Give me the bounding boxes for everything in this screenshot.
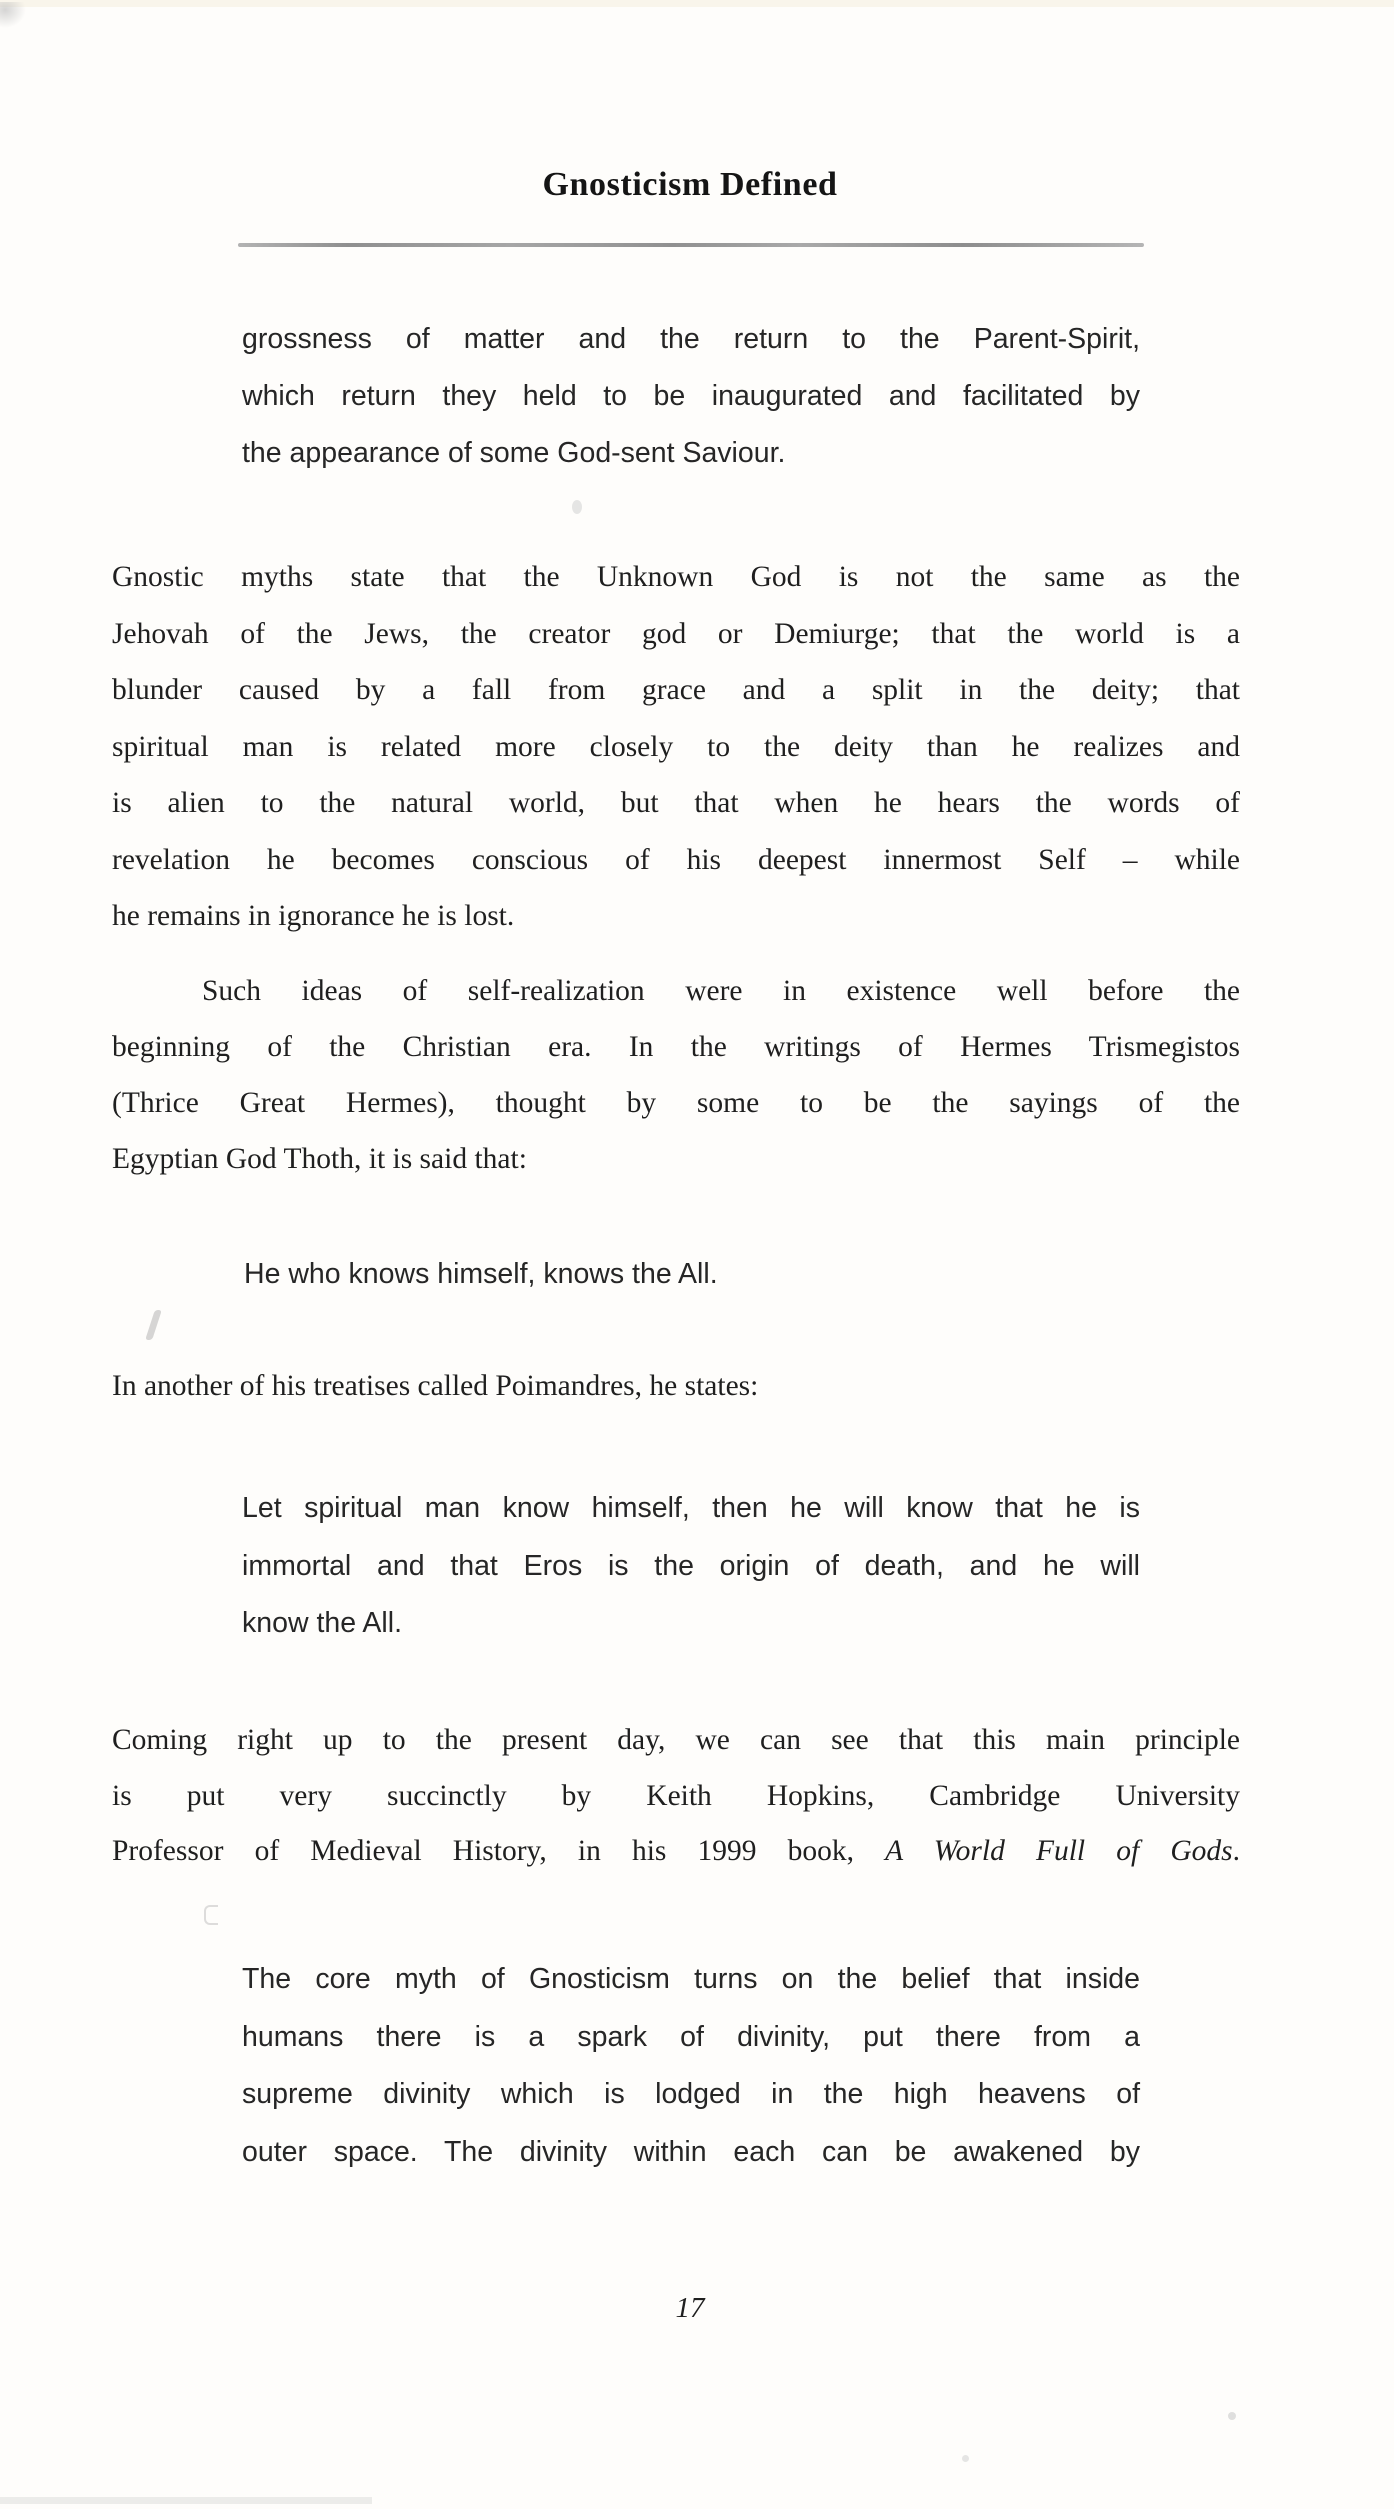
text-line: Gnostic myths state that the Unknown God is not the same as the bbox=[112, 561, 1240, 593]
text-line: immortal and that Eros is the origin of death, and he will bbox=[242, 1549, 1140, 1582]
text-line: spiritual man is related more closely to the deity than he realizes and bbox=[112, 730, 1240, 763]
text-line: is alien to the natural world, but that when he hears the words of bbox=[112, 787, 1240, 819]
text-line: Such ideas of self-realization were in existence well before the bbox=[202, 975, 1240, 1007]
block-quote-poimandres bbox=[242, 1480, 1140, 1653]
text-line: outer space. The divinity within each can be awakened by bbox=[242, 2135, 1140, 2168]
text-line: he remains in ignorance he is lost. bbox=[112, 900, 515, 932]
scan-edge-bottom bbox=[0, 2497, 372, 2504]
text-line: blunder caused by a fall from grace and a split in the deity; that bbox=[112, 674, 1240, 706]
text-line: the appearance of some God-sent Saviour. bbox=[242, 437, 786, 469]
text-segment: . bbox=[1232, 1835, 1240, 1867]
text-line: know the All. bbox=[242, 1607, 403, 1639]
text-line: supreme divinity which is lodged in the high heavens of bbox=[242, 2078, 1140, 2110]
scan-edge-top bbox=[0, 0, 1394, 7]
paragraph-poimandres bbox=[112, 1358, 1240, 1415]
scan-speck-icon bbox=[962, 2455, 969, 2462]
text-line: grossness of matter and the return to the Parent-Spirit, bbox=[242, 323, 1140, 355]
paragraph-such-ideas bbox=[112, 963, 1240, 1187]
scan-speck-icon bbox=[572, 500, 582, 514]
text-line: He who knows himself, knows the All. bbox=[244, 1258, 718, 1290]
paragraph-gnostic-myths bbox=[112, 549, 1240, 945]
scan-stray-mark-icon bbox=[145, 1310, 162, 1340]
block-quote-hopkins bbox=[242, 1951, 1140, 2181]
scan-curl-mark-icon bbox=[204, 1905, 218, 1925]
text-line: (Thrice Great Hermes), thought by some to be the sayings of the bbox=[112, 1087, 1240, 1119]
text-line: The core myth of Gnosticism turns on the belief that inside bbox=[242, 1963, 1140, 1995]
text-line bbox=[112, 1824, 1240, 1880]
block-quote-hermes bbox=[244, 1246, 1142, 1303]
text-line: In another of his treatises called Poimandres, he states: bbox=[112, 1370, 759, 1402]
scan-smudge-top-left bbox=[0, 2, 26, 28]
book-title-italic: A World Full of Gods bbox=[885, 1835, 1233, 1867]
text-line: Jehovah of the Jews, the creator god or Demiurge; that the world is a bbox=[112, 617, 1240, 650]
block-quote-opening bbox=[242, 311, 1140, 482]
chapter-title: Gnosticism Defined bbox=[542, 166, 838, 203]
scan-speck-icon bbox=[1228, 2412, 1236, 2420]
text-line: which return they held to be inaugurated and facilitated by bbox=[242, 380, 1140, 412]
paragraph-hopkins bbox=[112, 1713, 1240, 1880]
title-divider-rule bbox=[238, 243, 1144, 247]
text-line: revelation he becomes conscious of his deepest innermost Self – while bbox=[112, 843, 1240, 876]
text-line: humans there is a spark of divinity, put there from a bbox=[242, 2020, 1140, 2053]
text-line: is put very succinctly by Keith Hopkins, Cambridge University bbox=[112, 1779, 1240, 1812]
text-line: Let spiritual man know himself, then he will know that he is bbox=[242, 1492, 1140, 1524]
page-number: 17 bbox=[675, 2292, 705, 2324]
text-segment: Professor of Medieval History, in his 1999 book, bbox=[112, 1835, 886, 1867]
text-line: Egyptian God Thoth, it is said that: bbox=[112, 1143, 527, 1175]
text-line: beginning of the Christian era. In the writings of Hermes Trismegistos bbox=[112, 1031, 1240, 1063]
text-line: Coming right up to the present day, we can see that this main principle bbox=[112, 1724, 1240, 1756]
